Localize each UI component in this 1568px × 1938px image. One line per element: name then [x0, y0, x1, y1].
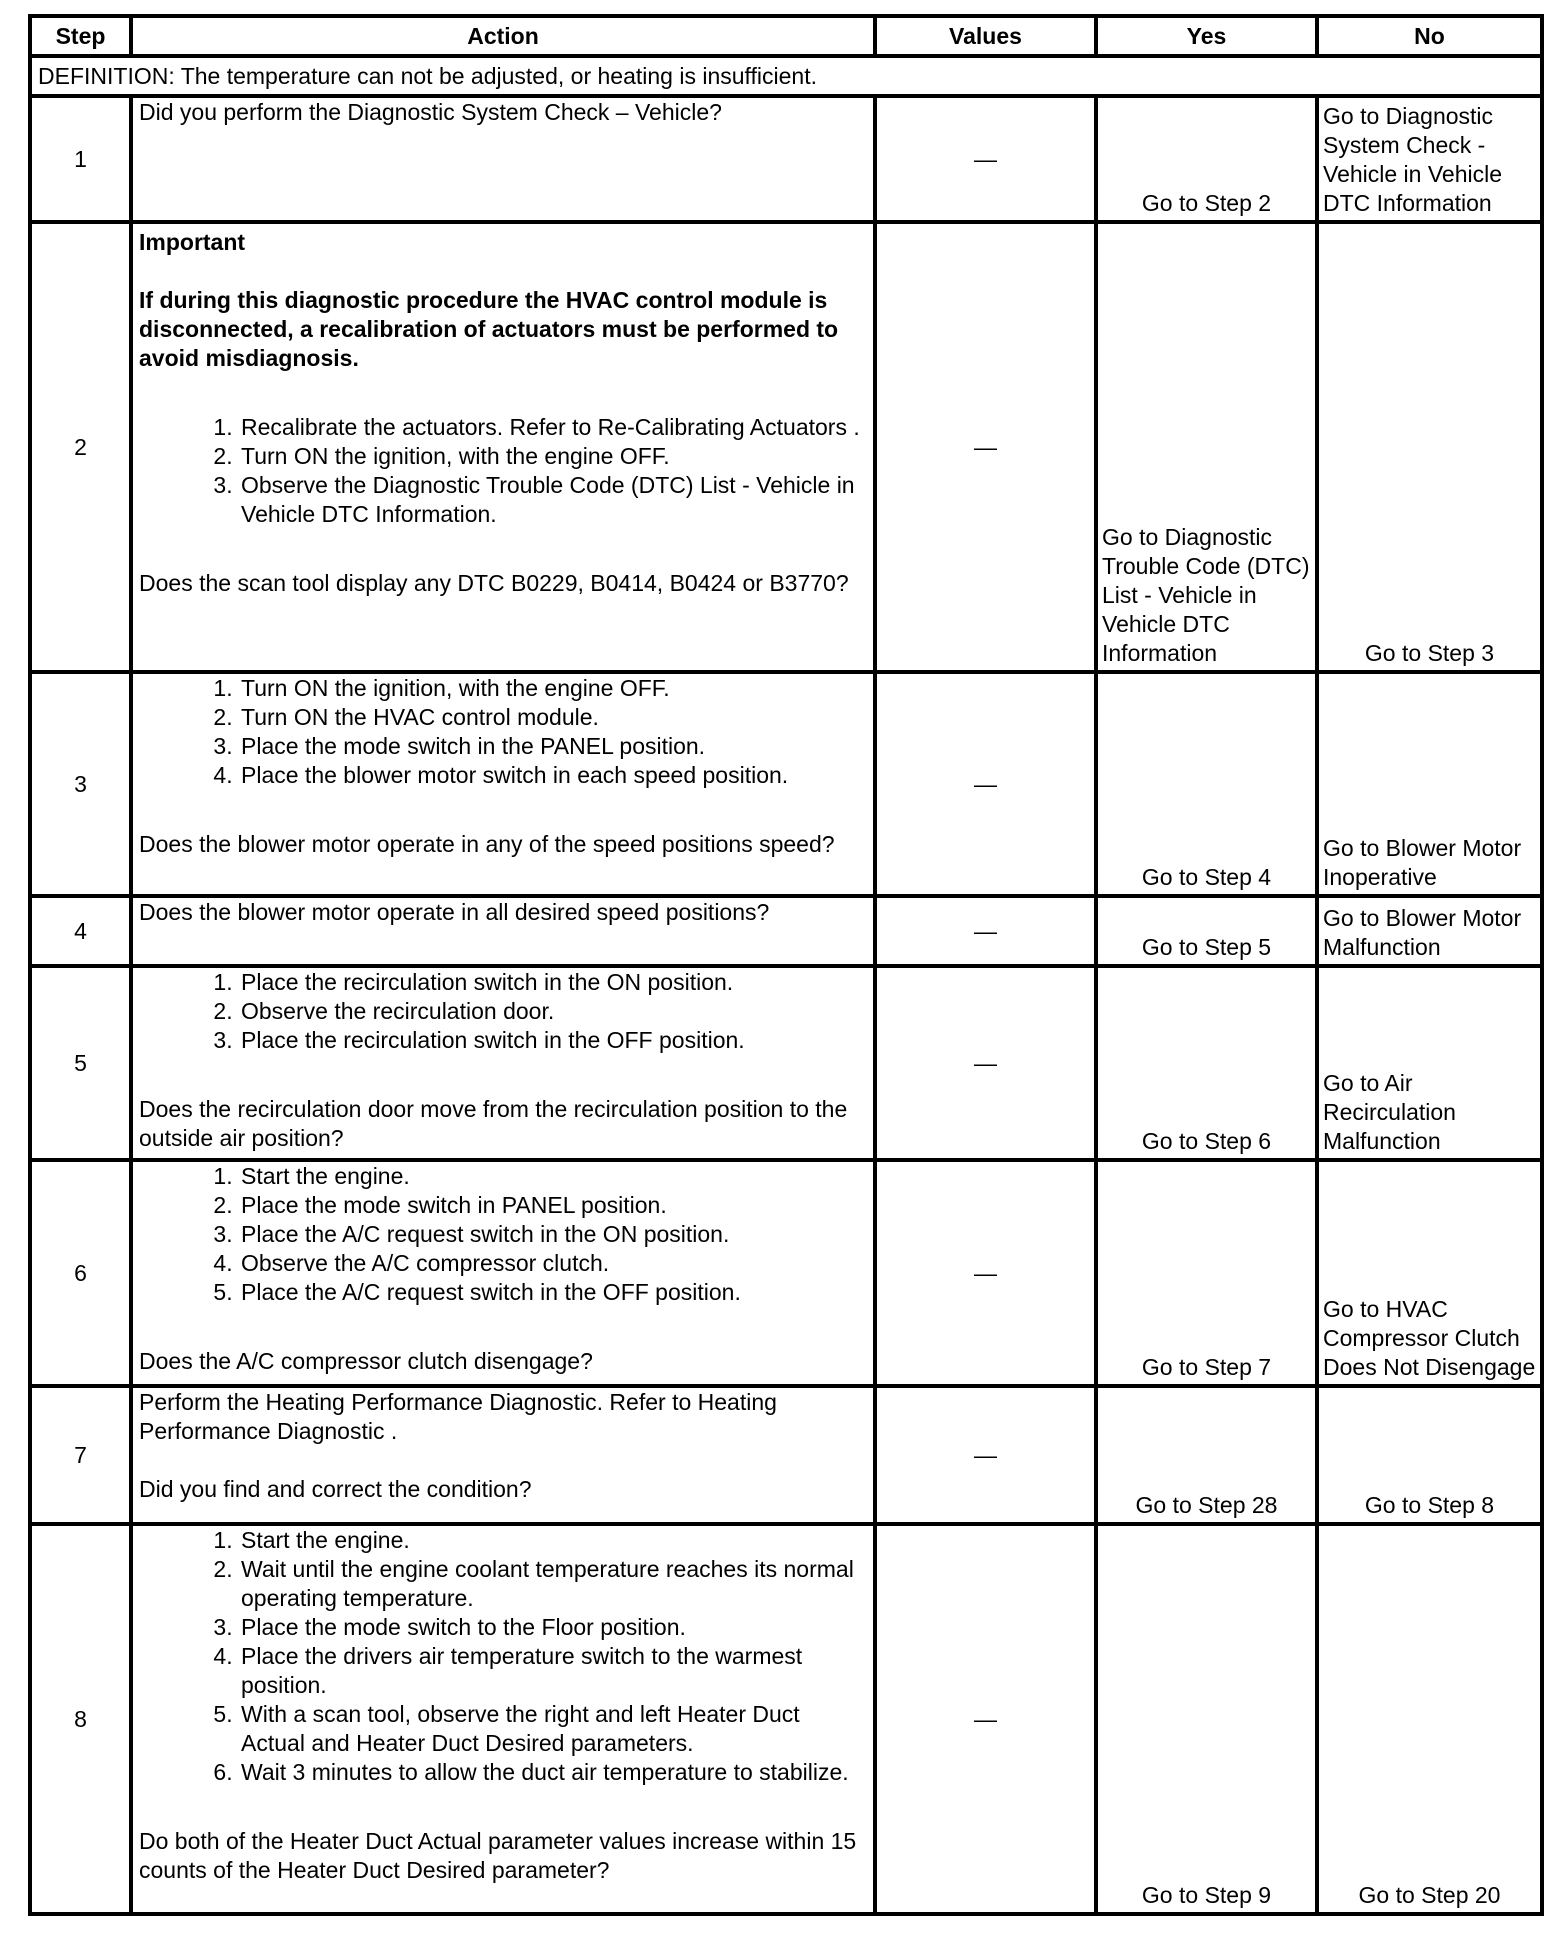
header-no: No [1317, 16, 1542, 56]
action-steps-list [139, 413, 867, 529]
action-step: 5. With a scan tool, observe the right and left Heater Duct Actual and Heater Duct Desired parameters. [239, 1700, 867, 1758]
action-question: Does the blower motor operate in all desired speed positions? [139, 899, 770, 925]
important-text: If during this diagnostic procedure the HVAC control module is disconnected, a recalibration of actuators must be performed to avoid misdiagnosis. [139, 287, 839, 371]
action-step: 1. Turn ON the ignition, with the engine OFF. [239, 674, 867, 703]
yes-cell: Go to Step 2 [1096, 96, 1317, 222]
action-step: 6. Wait 3 minutes to allow the duct air temperature to stabilize. [239, 1758, 867, 1787]
no-cell: Go to Step 3 [1317, 222, 1542, 672]
action-question: Do both of the Heater Duct Actual parameter values increase within 15 counts of the Heater Duct Desired parameter? [139, 1828, 857, 1883]
no-cell: Go to Step 8 [1317, 1386, 1542, 1524]
action-step: 4. Place the blower motor switch in each speed position. [239, 761, 867, 790]
values-cell: — [875, 1160, 1096, 1386]
yes-cell: Go to Step 7 [1096, 1160, 1317, 1386]
step-number: 3 [30, 672, 131, 896]
table-row [30, 1524, 1542, 1914]
action-step: 1. Start the engine. [239, 1162, 867, 1191]
action-step: 1. Place the recirculation switch in the ON position. [239, 968, 867, 997]
values-cell: — [875, 96, 1096, 222]
action-steps-list [139, 1526, 867, 1787]
action-step: 5. Place the A/C request switch in the OFF position. [239, 1278, 867, 1307]
action-question: Does the scan tool display any DTC B0229, B0414, B0424 or B3770? [139, 570, 849, 596]
no-cell: Go to HVAC Compressor Clutch Does Not Disengage [1317, 1160, 1542, 1386]
action-cell [131, 1386, 875, 1524]
definition-row [30, 56, 1542, 96]
action-step: 3. Observe the Diagnostic Trouble Code (DTC) List - Vehicle in Vehicle DTC Information. [239, 471, 867, 529]
action-step: 3. Place the mode switch to the Floor position. [239, 1613, 867, 1642]
header-action: Action [131, 16, 875, 56]
yes-cell: Go to Step 6 [1096, 966, 1317, 1160]
values-cell: — [875, 1524, 1096, 1914]
action-step: 2. Place the mode switch in PANEL position. [239, 1191, 867, 1220]
no-cell: Go to Step 20 [1317, 1524, 1542, 1914]
action-step: 2. Turn ON the ignition, with the engine OFF. [239, 442, 867, 471]
no-cell: Go to Blower Motor Inoperative [1317, 672, 1542, 896]
action-step: 1. Recalibrate the actuators. Refer to Re-Calibrating Actuators . [239, 413, 867, 442]
action-step: 4. Place the drivers air temperature switch to the warmest position. [239, 1642, 867, 1700]
action-step: 1. Start the engine. [239, 1526, 867, 1555]
action-cell [131, 1524, 875, 1914]
step-number: 6 [30, 1160, 131, 1386]
no-cell: Go to Air Recirculation Malfunction [1317, 966, 1542, 1160]
yes-cell: Go to Step 4 [1096, 672, 1317, 896]
diagnostic-table [28, 14, 1544, 1916]
action-question: Does the recirculation door move from the recirculation position to the outside air position? [139, 1096, 848, 1151]
action-step: 3. Place the mode switch in the PANEL position. [239, 732, 867, 761]
yes-cell: Go to Step 28 [1096, 1386, 1317, 1524]
table-row [30, 1160, 1542, 1386]
action-question: Did you find and correct the condition? [139, 1476, 532, 1502]
no-cell: Go to Diagnostic System Check - Vehicle in Vehicle DTC Information [1317, 96, 1542, 222]
action-step: 2. Wait until the engine coolant temperature reaches its normal operating temperature. [239, 1555, 867, 1613]
yes-cell: Go to Step 9 [1096, 1524, 1317, 1914]
header-row [30, 16, 1542, 56]
action-cell [131, 672, 875, 896]
values-cell: — [875, 672, 1096, 896]
yes-cell: Go to Step 5 [1096, 896, 1317, 966]
action-steps-list [139, 968, 867, 1055]
table-row [30, 896, 1542, 966]
definition-text: DEFINITION: The temperature can not be adjusted, or heating is insufficient. [30, 56, 1542, 96]
table-row [30, 672, 1542, 896]
action-question: Did you perform the Diagnostic System Check – Vehicle? [139, 99, 722, 125]
step-number: 1 [30, 96, 131, 222]
table-row [30, 1386, 1542, 1524]
table-row [30, 966, 1542, 1160]
action-question: Does the blower motor operate in any of the speed positions speed? [139, 831, 835, 857]
step-number: 7 [30, 1386, 131, 1524]
values-cell: — [875, 896, 1096, 966]
values-cell: — [875, 1386, 1096, 1524]
action-cell [131, 1160, 875, 1386]
action-step: 2. Observe the recirculation door. [239, 997, 867, 1026]
step-number: 4 [30, 896, 131, 966]
action-cell [131, 966, 875, 1160]
action-steps-list [139, 674, 867, 790]
header-yes: Yes [1096, 16, 1317, 56]
values-cell: — [875, 222, 1096, 672]
action-text: Perform the Heating Performance Diagnostic. Refer to Heating Performance Diagnostic . [139, 1389, 777, 1444]
action-cell [131, 222, 875, 672]
action-step: 3. Place the recirculation switch in the OFF position. [239, 1026, 867, 1055]
no-cell: Go to Blower Motor Malfunction [1317, 896, 1542, 966]
action-question: Does the A/C compressor clutch disengage? [139, 1348, 593, 1374]
action-step: 4. Observe the A/C compressor clutch. [239, 1249, 867, 1278]
action-cell [131, 896, 875, 966]
table-row [30, 222, 1542, 672]
step-number: 5 [30, 966, 131, 1160]
values-cell: — [875, 966, 1096, 1160]
diagnostic-table-page [28, 14, 1544, 1916]
action-step: 3. Place the A/C request switch in the ON position. [239, 1220, 867, 1249]
table-row [30, 96, 1542, 222]
yes-cell: Go to Diagnostic Trouble Code (DTC) List - Vehicle in Vehicle DTC Information [1096, 222, 1317, 672]
action-cell [131, 96, 875, 222]
step-number: 8 [30, 1524, 131, 1914]
important-title: Important [139, 229, 246, 255]
header-step: Step [30, 16, 131, 56]
action-steps-list [139, 1162, 867, 1307]
header-values: Values [875, 16, 1096, 56]
step-number: 2 [30, 222, 131, 672]
action-step: 2. Turn ON the HVAC control module. [239, 703, 867, 732]
